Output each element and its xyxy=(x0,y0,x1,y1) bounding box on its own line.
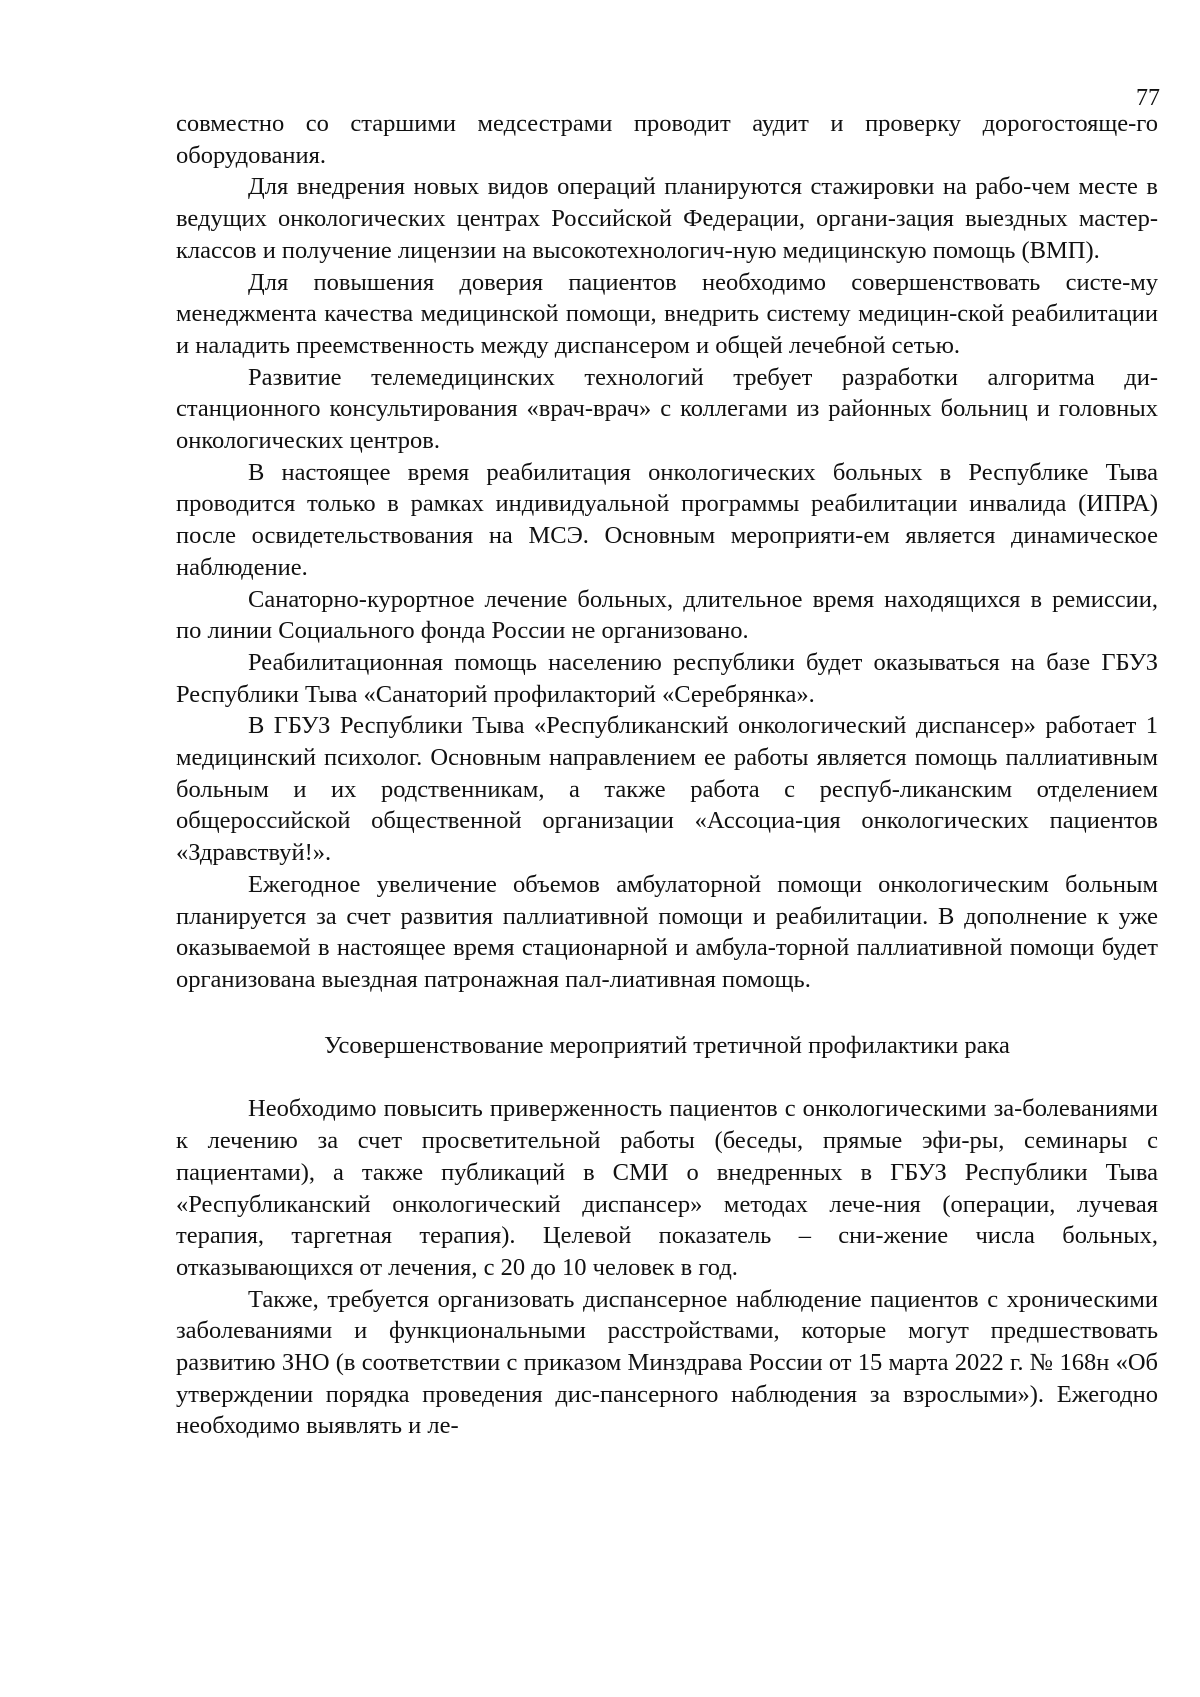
body-paragraph: Санаторно-курортное лечение больных, длительное время находящихся в ремиссии, по линии Социального фонда России не организовано. xyxy=(176,585,1158,645)
body-paragraph: В настоящее время реабилитация онкологических больных в Республике Тыва проводится только в рамках индивидуальной программы реабилитации инвалида (ИПРА) после освидетельствования на МСЭ. Основным мероприяти-ем является динамическое наблюдение. xyxy=(176,458,1158,581)
body-paragraph: Для повышения доверия пациентов необходимо совершенствовать систе-му менеджмента качества медицинской помощи, внедрить систему медицин-ской реабилитации и наладить преемственность между диспансером и общей лечебной сетью. xyxy=(176,268,1158,359)
body-paragraph: Для внедрения новых видов операций планируются стажировки на рабо-чем месте в ведущих онкологических центрах Российской Федерации, органи-зация выездных мастер-классов и получение лицензии на высокотехнологич-ную медицинскую помощь (ВМП). xyxy=(176,173,1158,264)
body-paragraph: Реабилитационная помощь населению республики будет оказываться на базе ГБУЗ Республики Тыва «Санаторий профилакторий «Серебрянка». xyxy=(176,648,1158,708)
body-paragraph: Развитие телемедицинских технологий требует разработки алгоритма ди-станционного консультирования «врач-врач» с коллегами из районных больниц и головных онкологических центров. xyxy=(176,363,1158,455)
body-paragraph: Необходимо повысить приверженность пациентов с онкологическими за-болеваниями к лечению за счет просветительной работы (беседы, прямые эфи-ры, семинары с пациентами), а также публикаций в СМИ о внедренных в ГБУЗ Республики Тыва «Республиканский онкологический диспансер» методах лече-ния (операции, лучевая терапия, таргетная терапия). Целевой показатель – сни-жение числа больных, отказывающихся от лечения, с 20 до 10 человек в год. xyxy=(176,1095,1158,1281)
body-paragraph: В ГБУЗ Республики Тыва «Республиканский онкологический диспансер» работает 1 медицинский психолог. Основным направлением ее работы является помощь паллиативным больным и их родственникам, а также работа с респуб-ликанским отделением общероссийской общественной организации «Ассоциа-ция онкологических пациентов «Здравствуй!». xyxy=(176,712,1158,867)
page-body xyxy=(176,108,1158,1442)
page-number: 77 xyxy=(1136,85,1160,111)
section-heading: Усовершенствование мероприятий третичной профилактики рака xyxy=(324,1031,1010,1059)
body-paragraph: совместно со старшими медсестрами проводит аудит и проверку дорогостояще-го оборудования. xyxy=(176,110,1158,169)
body-paragraph: Ежегодное увеличение объемов амбулаторной помощи онкологическим больным планируется за счет развития паллиативной помощи и реабилитации. В дополнение к уже оказываемой в настоящее время стационарной и амбула-торной паллиативной помощи будет организована выездная патронажная пал-лиативная помощь. xyxy=(176,870,1158,993)
body-paragraph: Также, требуется организовать диспансерное наблюдение пациентов с хроническими заболеваниями и функциональными расстройствами, которые могут предшествовать развитию ЗНО (в соответствии с приказом Минздрава России от 15 марта 2022 г. № 168н «Об утверждении порядка проведения дис-пансерного наблюдения за взрослыми»). Ежегодно необходимо выявлять и ле- xyxy=(176,1285,1158,1440)
